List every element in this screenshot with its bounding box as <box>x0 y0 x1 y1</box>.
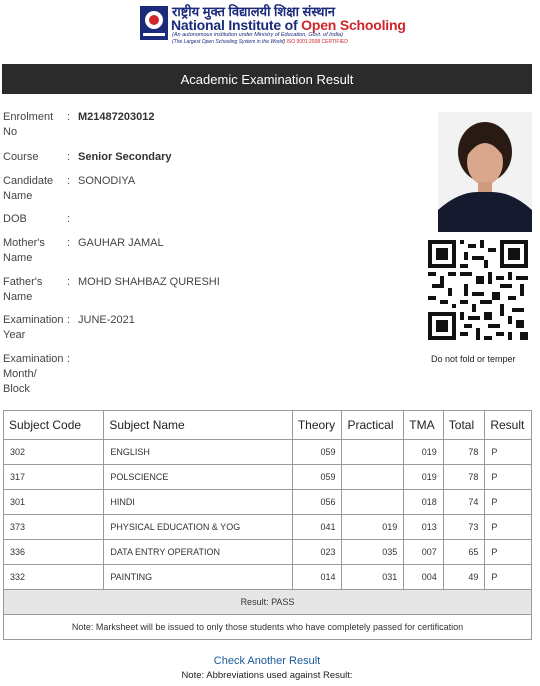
colon: : <box>67 314 71 326</box>
cell-theory: 059 <box>292 465 342 490</box>
cell-subject-code: 373 <box>4 515 104 540</box>
col-theory: Theory <box>292 411 342 440</box>
cell-total: 65 <box>443 540 485 565</box>
cell-practical <box>342 490 404 515</box>
cell-theory: 056 <box>292 490 342 515</box>
col-subject-name: Subject Name <box>104 411 292 440</box>
cell-subject-name: PHYSICAL EDUCATION & YOG <box>104 515 292 540</box>
col-tma: TMA <box>404 411 444 440</box>
institute-name-highlight: Open Schooling <box>301 17 406 33</box>
tagline-text: (The Largest Open Schooling System in the World) <box>172 39 286 45</box>
cell-subject-name: HINDI <box>104 490 292 515</box>
col-subject-code: Subject Code <box>4 411 104 440</box>
cell-total: 74 <box>443 490 485 515</box>
cell-result: P <box>485 515 532 540</box>
cell-practical <box>342 440 404 465</box>
abbreviations-note: Note: Abbreviations used against Result: <box>181 670 353 681</box>
check-another-result-link[interactable]: Check Another Result <box>213 655 321 667</box>
table-row <box>4 440 532 465</box>
enrolment-label: Enrolment No <box>3 111 54 138</box>
col-result: Result <box>485 411 532 440</box>
institute-hindi-name: राष्ट्रीय मुक्त विद्यालयी शिक्षा संस्थान <box>172 4 336 19</box>
cell-theory: 023 <box>292 540 342 565</box>
person-photo-icon <box>438 112 532 232</box>
father-label: Father's Name <box>3 276 43 303</box>
course-value: Senior Secondary <box>78 151 172 163</box>
cell-tma: 013 <box>404 515 444 540</box>
cell-total: 73 <box>443 515 485 540</box>
cell-theory: 041 <box>292 515 342 540</box>
iso-text: ISO 9001:2008 CERTIFIED <box>286 39 348 45</box>
cell-total: 78 <box>443 465 485 490</box>
table-row <box>4 465 532 490</box>
table-header-row <box>4 411 532 440</box>
cell-tma: 019 <box>404 465 444 490</box>
enrolment-value: M21487203012 <box>78 111 155 123</box>
table-row <box>4 565 532 590</box>
page-title: Academic Examination Result <box>2 64 532 94</box>
col-total: Total <box>443 411 485 440</box>
cell-theory: 014 <box>292 565 342 590</box>
cell-subject-code: 332 <box>4 565 104 590</box>
cell-practical: 019 <box>342 515 404 540</box>
father-value: MOHD SHAHBAZ QURESHI <box>78 276 220 288</box>
cell-subject-code: 302 <box>4 440 104 465</box>
colon: : <box>67 151 71 163</box>
mother-value: GAUHAR JAMAL <box>78 237 164 249</box>
exam-year-value: JUNE-2021 <box>78 314 135 326</box>
student-photo <box>438 112 532 232</box>
colon: : <box>67 111 71 123</box>
exam-year-label: Examination Year <box>3 314 64 341</box>
cell-tma: 018 <box>404 490 444 515</box>
cell-subject-code: 317 <box>4 465 104 490</box>
cell-practical: 031 <box>342 565 404 590</box>
do-not-fold-notice: Do not fold or temper <box>431 354 516 364</box>
cell-practical <box>342 465 404 490</box>
cell-tma: 019 <box>404 440 444 465</box>
result-summary-row <box>4 590 532 615</box>
institute-subtitle: (An autonomous institution under Ministry of Education, Govt. of India) <box>172 32 343 38</box>
table-row <box>4 540 532 565</box>
mother-label: Mother's Name <box>3 237 45 264</box>
cell-subject-code: 336 <box>4 540 104 565</box>
cell-total: 78 <box>443 440 485 465</box>
cell-result: P <box>485 540 532 565</box>
cell-subject-name: DATA ENTRY OPERATION <box>104 540 292 565</box>
cell-result: P <box>485 465 532 490</box>
institute-name <box>171 17 406 33</box>
colon: : <box>67 175 71 187</box>
marks-table <box>3 410 532 640</box>
cell-subject-code: 301 <box>4 490 104 515</box>
cell-subject-name: POLSCIENCE <box>104 465 292 490</box>
institute-tagline <box>172 39 348 45</box>
col-practical: Practical <box>342 411 404 440</box>
result-summary: Result: PASS <box>4 590 532 615</box>
colon: : <box>67 237 71 249</box>
cell-tma: 004 <box>404 565 444 590</box>
note-row <box>4 615 532 640</box>
candidate-label: Candidate Name <box>3 175 54 202</box>
colon: : <box>67 353 71 365</box>
cell-theory: 059 <box>292 440 342 465</box>
cell-result: P <box>485 440 532 465</box>
colon: : <box>67 276 71 288</box>
table-row <box>4 490 532 515</box>
course-label: Course <box>3 151 39 163</box>
qr-code-icon <box>428 240 528 340</box>
cell-subject-name: PAINTING <box>104 565 292 590</box>
colon: : <box>67 213 71 225</box>
table-row <box>4 515 532 540</box>
cell-result: P <box>485 490 532 515</box>
dob-label: DOB <box>3 213 27 225</box>
candidate-value: SONODIYA <box>78 175 136 187</box>
cell-result: P <box>485 565 532 590</box>
exam-block-label: Examination Month/ Block <box>3 353 64 395</box>
nios-logo-icon <box>139 4 169 42</box>
marksheet-note: Note: Marksheet will be issued to only those students who have completely passed for certification <box>4 615 532 640</box>
cell-total: 49 <box>443 565 485 590</box>
header <box>0 0 540 52</box>
cell-subject-name: ENGLISH <box>104 440 292 465</box>
cell-tma: 007 <box>404 540 444 565</box>
institute-name-prefix: National Institute of <box>171 17 302 33</box>
cell-practical: 035 <box>342 540 404 565</box>
